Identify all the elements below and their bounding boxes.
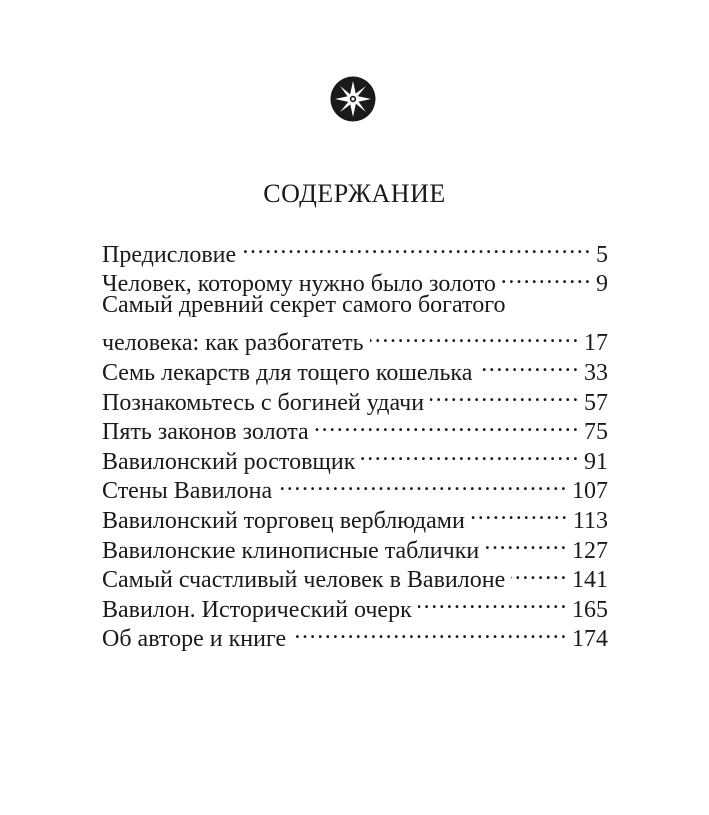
toc-entry-page: 5	[596, 241, 608, 268]
toc-entry-title: Вавилонский торговец верблюдами	[102, 507, 465, 534]
toc-entry[interactable]	[102, 291, 608, 357]
toc-entry-title: Познакомьтесь с богиней удачи	[102, 389, 425, 416]
toc-leader-dots	[292, 617, 568, 647]
toc-leader-dots	[430, 380, 580, 410]
toc-entry-title: Вавилон. Исторический очерк	[102, 596, 412, 623]
toc-entry-page: 141	[572, 567, 608, 594]
toc-entry-page: 91	[584, 448, 608, 475]
toc-entry-page: 165	[572, 596, 608, 623]
toc-entry-page: 127	[572, 537, 608, 564]
toc-entry-title: Пять законов золота	[102, 419, 309, 446]
toc-entry-page: 113	[572, 507, 608, 534]
toc-entry-page: 174	[572, 626, 608, 653]
toc-entry-title: Человек, которому нужно было золото	[102, 271, 496, 298]
toc-entry-page: 75	[584, 419, 608, 446]
toc-entry-title: Вавилонский ростовщик	[102, 448, 356, 475]
toc-entry-title: человека: как разбогатеть	[102, 330, 364, 357]
toc-leader-dots	[315, 410, 580, 440]
toc-entry-title-line1: Самый древний секрет самого богатого	[102, 292, 506, 319]
toc-entry-page: 17	[584, 330, 608, 357]
toc-leader-dots	[370, 321, 580, 351]
toc-entry-title: Вавилонские клинописные таблички	[102, 537, 480, 564]
toc-entry-page: 33	[584, 359, 608, 386]
ornament-icon	[330, 76, 376, 122]
toc-entry-title: Стены Вавилона	[102, 478, 273, 505]
toc-entry[interactable]	[102, 232, 608, 268]
table-of-contents	[102, 232, 608, 653]
toc-entry-page: 9	[596, 271, 608, 298]
toc-entry-page: 107	[572, 478, 608, 505]
toc-leader-dots	[418, 587, 568, 617]
toc-entry-title: Об авторе и книге	[102, 626, 287, 653]
toc-leader-dots	[361, 439, 580, 469]
toc-leader-dots	[471, 498, 569, 528]
toc-leader-dots	[242, 232, 592, 262]
toc-leader-dots	[485, 528, 568, 558]
toc-entry-title: Предисловие	[102, 241, 237, 268]
toc-entry-title: Самый счастливый человек в Вавилоне	[102, 567, 506, 594]
toc-leader-dots	[478, 350, 580, 380]
toc-heading: СОДЕРЖАНИЕ	[263, 179, 446, 208]
toc-leader-dots	[278, 469, 568, 499]
toc-leader-dots	[502, 262, 592, 292]
toc-leader-dots	[511, 558, 568, 588]
toc-entry-page: 57	[584, 389, 608, 416]
toc-entry-title: Семь лекарств для тощего кошелька	[102, 359, 473, 386]
